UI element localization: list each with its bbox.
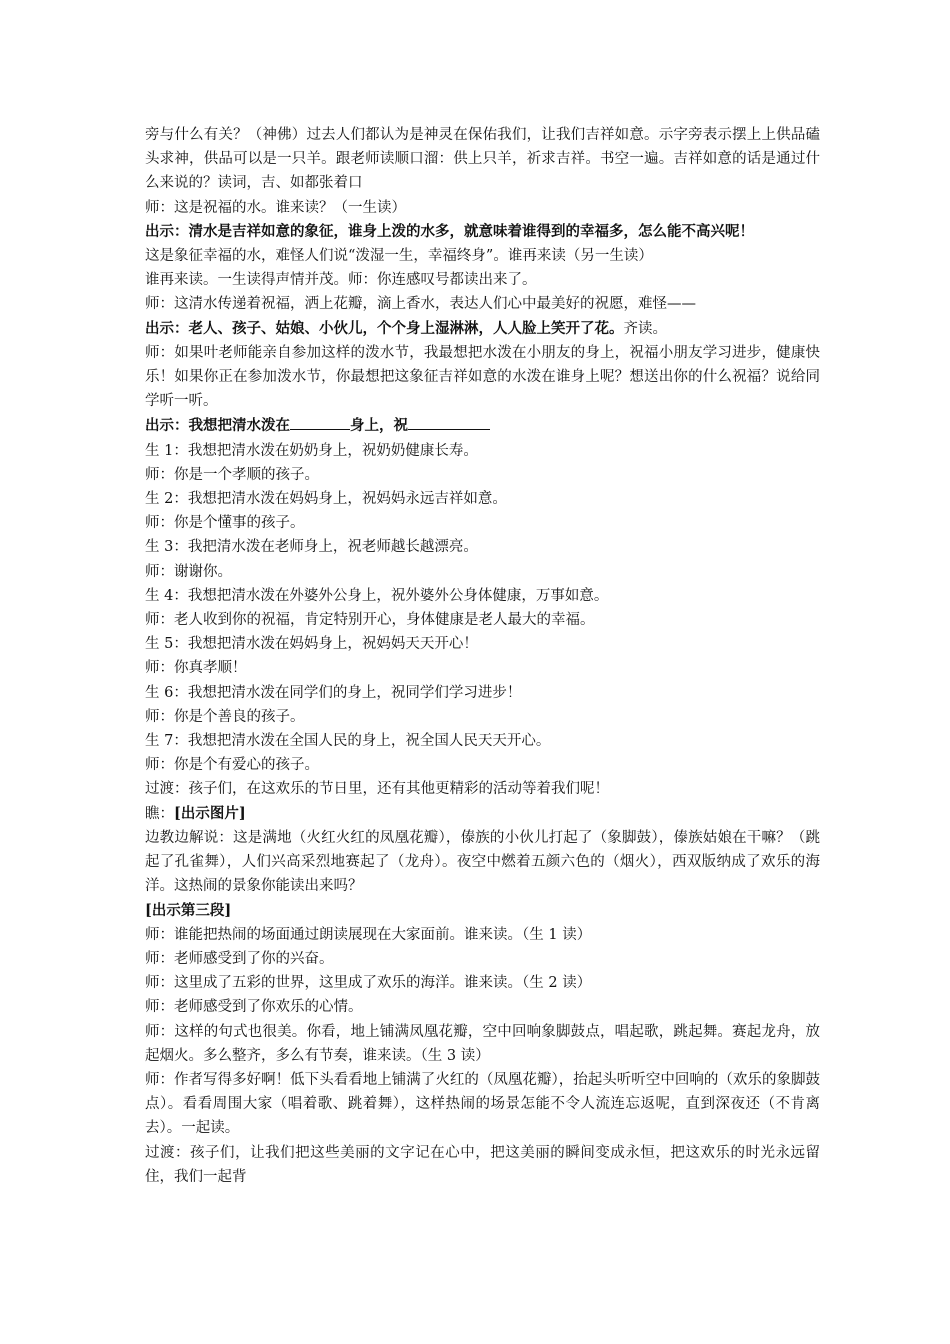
student-line: 生 7：我想把清水泼在全国人民的身上，祝全国人民天天开心。 [145, 733, 551, 750]
teacher-line: 师：作者写得多好啊！低下头看看地上铺满了火红的（凤凰花瓣），抬起头听听空中回响的（欢乐的象脚鼓点）。看看周围大家（唱着歌、跳着舞），这样热闹的场景怎能不令人流连忘返呢，直到深夜还（不肯离去）。一起读。 [145, 1071, 820, 1137]
paragraph-line: 这是象征幸福的水，难怪人们说“泼湿一生，幸福终身”。谁再来读（另一生读） [145, 248, 653, 265]
student-line: 生 2：我想把清水泼在妈妈身上，祝妈妈永远吉祥如意。 [145, 491, 507, 508]
teacher-line: 师：你是个善良的孩子。 [145, 708, 305, 725]
show-picture-line [145, 802, 820, 826]
show-third-section-tag: [出示第三段] [145, 901, 232, 919]
look-label: 瞧： [145, 805, 174, 822]
paragraph-line: 谁再来读。一生读得声情并茂。师：你连感叹号都读出来了。 [145, 272, 537, 289]
student-line: 生 5：我想把清水泼在妈妈身上，祝妈妈天天开心！ [145, 636, 478, 653]
student-line: 生 3：我把清水泼在老师身上，祝老师越长越漂亮。 [145, 539, 478, 556]
paragraph-explanation: 边教边解说：这是满地（火红火红的凤凰花瓣），傣族的小伙儿打起了（象脚鼓），傣族姑娘在干嘛？（跳起了孔雀舞），人们兴高采烈地赛起了（龙舟）。夜空中燃着五颜六色的（烟火），西双版纳成了欢乐的海洋。这热闹的景象你能读出来吗？ [145, 829, 820, 895]
show-picture-tag: [出示图片] [174, 804, 246, 822]
teacher-line: 师：如果叶老师能亲自参加这样的泼水节，我最想把水泼在小朋友的身上，祝福小朋友学习进步，健康快乐！如果你正在参加泼水节，你最想把这象征吉祥如意的水泼在谁身上呢？想送出你的什么祝福？说给同学听一听。 [145, 344, 820, 410]
document-body [145, 123, 820, 1189]
teacher-line: 师：谢谢你。 [145, 563, 232, 580]
teacher-line: 师：这样的句式也很美。你看，地上铺满凤凰花瓣，空中回响象脚鼓点，唱起歌，跳起舞。赛起龙舟，放起烟火。多么整齐，多么有节奏，谁来读。（生 3 读） [145, 1023, 820, 1064]
teacher-line: 师：老师感受到了你欢乐的心情。 [145, 999, 363, 1016]
fill-in-blank [290, 413, 350, 430]
teacher-line: 师：你是一个孝顺的孩子。 [145, 466, 319, 483]
student-line: 生 6：我想把清水泼在同学们的身上，祝同学们学习进步！ [145, 684, 522, 701]
teacher-line: 师：谁能把热闹的场面通过朗读展现在大家面前。谁来读。（生 1 读） [145, 926, 592, 943]
teacher-line: 师：老师感受到了你的兴奋。 [145, 950, 334, 967]
student-line: 生 1：我想把清水泼在奶奶身上，祝奶奶健康长寿。 [145, 442, 478, 459]
teacher-line: 师：你真孝顺！ [145, 660, 247, 677]
teacher-line: 师：这里成了五彩的世界，这里成了欢乐的海洋。谁来读。（生 2 读） [145, 975, 592, 992]
fill-in-prompt-middle: 身上，祝 [350, 417, 408, 435]
transition-line: 过渡：孩子们，让我们把这些美丽的文字记在心中，把这美丽的瞬间变成永恒，把这欢乐的时光永远留住，我们一起背 [145, 1144, 820, 1185]
teacher-line: 师：这清水传递着祝福，洒上花瓣，滴上香水，表达人们心中最美好的祝愿，难怪—— [145, 296, 696, 313]
student-line: 生 4：我想把清水泼在外婆外公身上，祝外婆外公身体健康，万事如意。 [145, 587, 609, 604]
fill-in-blank [408, 413, 490, 430]
teacher-line: 师：你是个懂事的孩子。 [145, 515, 305, 532]
display-sentence-bold: 出示：老人、孩子、姑娘、小伙儿，个个身上湿淋淋，人人脸上笑开了花。 [145, 319, 624, 337]
teacher-line: 师：你是个有爱心的孩子。 [145, 757, 319, 774]
fill-in-prompt [145, 413, 820, 438]
display-sentence [145, 317, 820, 341]
fill-in-prompt-start: 出示：我想把清水泼在 [145, 417, 290, 435]
teacher-line: 师：这是祝福的水。谁来读？（一生读） [145, 199, 406, 216]
display-sentence-tail: 齐读。 [623, 320, 667, 337]
teacher-line: 师：老人收到你的祝福，肯定特别开心，身体健康是老人最大的幸福。 [145, 612, 595, 629]
display-sentence-bold: 出示：清水是吉祥如意的象征，谁身上泼的水多，就意味着谁得到的幸福多，怎么能不高兴呢！ [145, 222, 754, 240]
paragraph-radical-explanation: 旁与什么有关？（神佛）过去人们都认为是神灵在保佑我们，让我们吉祥如意。示字旁表示摆上上供品磕头求神，供品可以是一只羊。跟老师读顺口溜：供上只羊，祈求吉祥。书空一遍。吉祥如意的话是通过什么来说的？读词，吉、如都张着口 [145, 127, 820, 192]
transition-line: 过渡：孩子们，在这欢乐的节日里，还有其他更精彩的活动等着我们呢！ [145, 781, 609, 798]
